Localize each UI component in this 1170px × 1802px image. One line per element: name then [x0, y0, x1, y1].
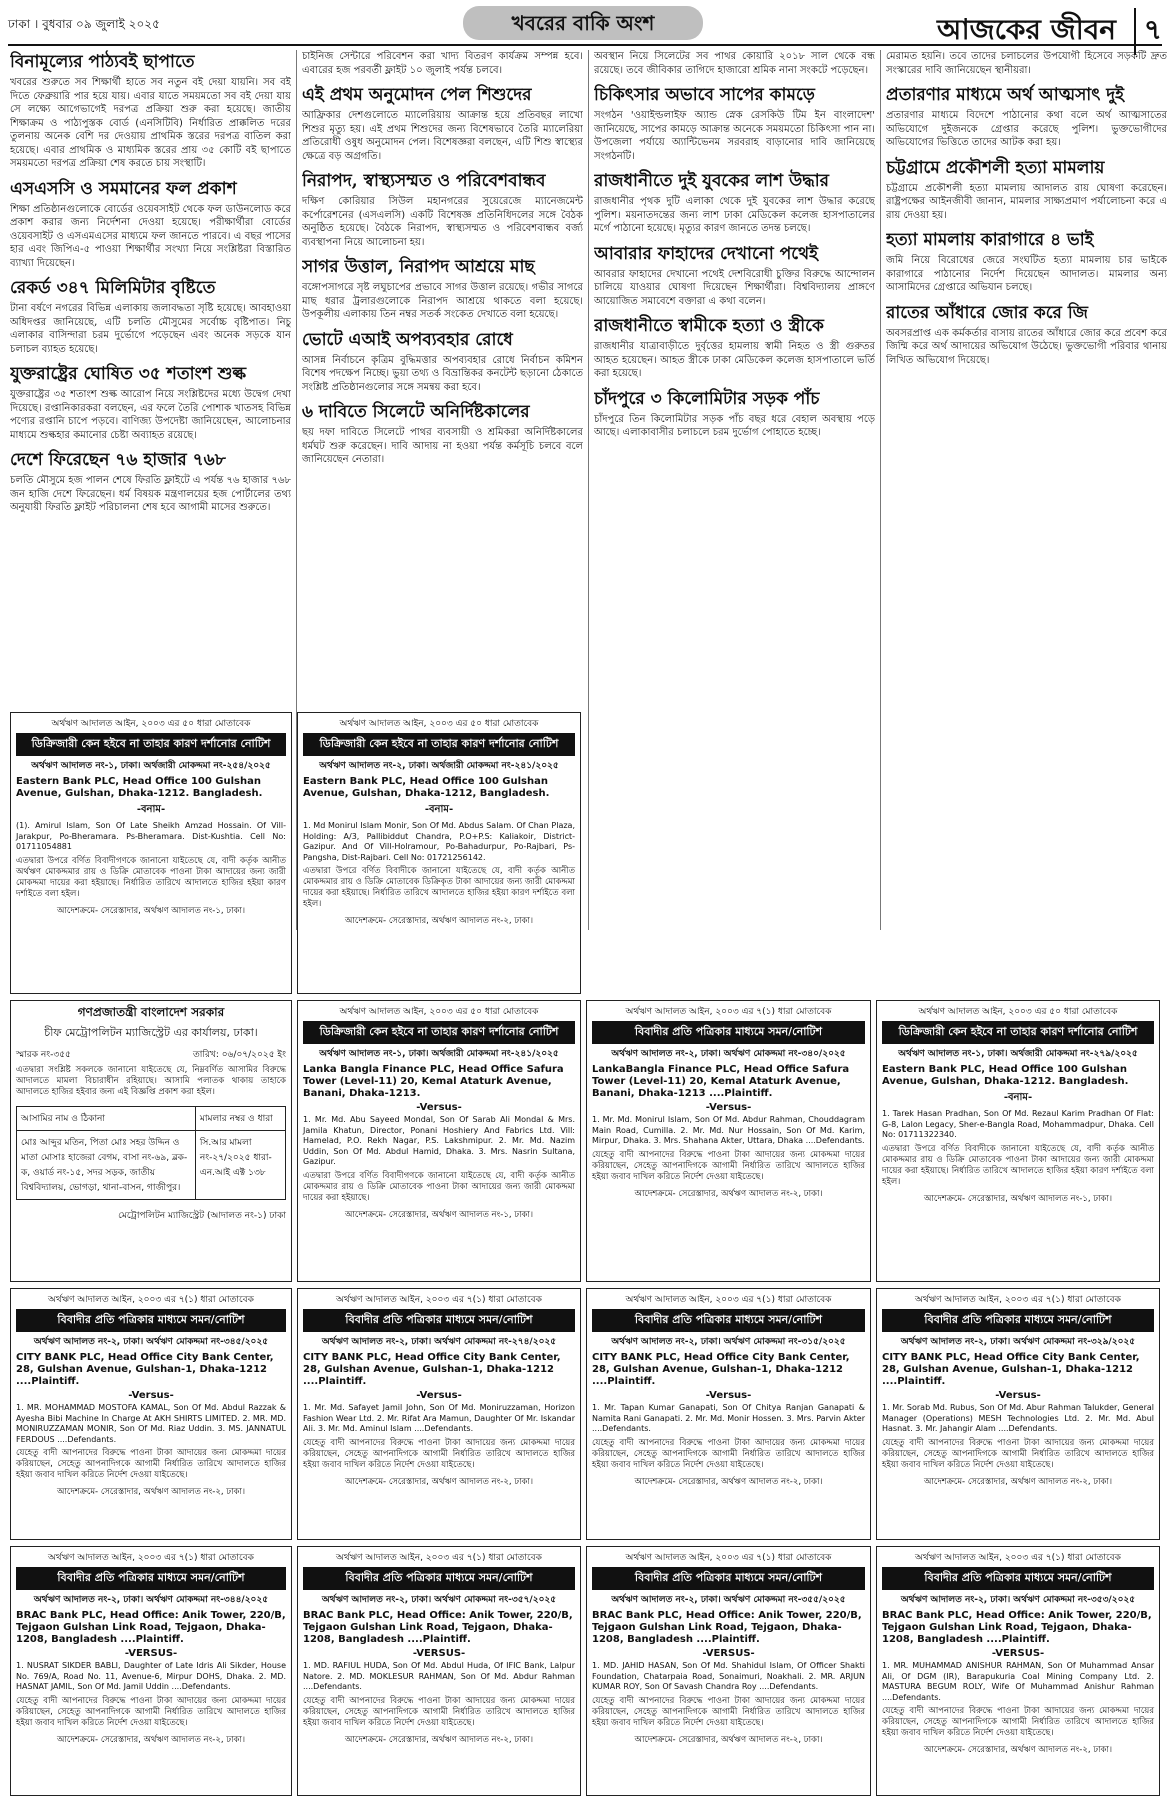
notice-defendants: 1. Tarek Hasan Pradhan, Son Of Md. Rezaul Karim Pradhan Of Flat: G-8, Lalon Legacy, Sher-e-Bangla Road, Mohammadpur, Dhaka. Cell No: 01711322340. [882, 1109, 1154, 1139]
story-headline[interactable]: রাতের আঁধারে জোর করে জি [886, 302, 1088, 323]
story-headline[interactable]: নিরাপদ, স্বাস্থ্যসম্মত ও পরিবেশবান্ধব [302, 171, 546, 191]
notice-body: যেহেতু বাদী আপনাদের বিরুদ্ধে পাওনা টাকা আদায়ের জন্য মোকদ্দমা দায়ের করিয়াছেন, সেহেতু আপনাদিগকে আগামী নির্ধারিত তারিখে আদালতে হাজির হইয়া জবাব দাখিল করিতে নির্দেশ দেওয়া যাইতেছে। [882, 1437, 1154, 1470]
notice-law: অর্থঋণ আদালত আইন, ২০০৩ এর ৭(১) ধারা মোতাবেক [915, 1295, 1121, 1305]
notice-plaintiff: Eastern Bank PLC, Head Office 100 Gulshan Avenue, Gulshan, Dhaka-1212. Bangladesh. [882, 1064, 1129, 1087]
story-headline[interactable]: দেশে ফিরেছেন ৭৬ হাজার ৭৬৮ [10, 450, 226, 470]
notice-body: যেহেতু বাদী আপনাদের বিরুদ্ধে পাওনা টাকা আদায়ের জন্য মোকদ্দমা দায়ের করিয়াছেন, সেহেতু আপনাদিগকে আগামী নির্ধারিত তারিখে আদালতে হাজির হইয়া জবাব দাখিল করিতে নির্দেশ দেওয়া যাইতেছে। [592, 1437, 865, 1470]
notice-heading: বিবাদীর প্রতি পত্রিকার মাধ্যমে সমন/নোটিশ [303, 1567, 575, 1590]
accused-table [16, 1106, 286, 1200]
notice-versus: -বনাম- [136, 804, 166, 815]
notice-law: অর্থঋণ আদালত আইন, ২০০৩ এর ৫০ ধারা মোতাবেক [51, 719, 251, 729]
gov-body: এতদ্বারা সংশ্লিষ্ট সকলকে জানানো যাইতেছে যে, নিম্নবর্ণিত আসামির বিরুদ্ধে আদালতে মামলা বিচারাধীন রহিয়াছে। আসামি পলাতক থাকায় তাহাকে আদালতে হাজির হইবার জন্য এই বিজ্ঞপ্তি প্রকাশ করা হইল। [16, 1065, 286, 1097]
table-header: মামলার নম্বর ও ধারা [195, 1107, 285, 1131]
notice-footer: আদেশক্রমে- সেরেস্তাদার, অর্থঋণ আদালত নং-২, ঢাকা। [56, 1734, 246, 1745]
story [10, 364, 291, 442]
notice-versus: -Versus- [705, 1102, 752, 1113]
notice-footer: আদেশক্রমে- সেরেস্তাদার, অর্থঋণ আদালত নং-২, ঢাকা। [344, 916, 534, 926]
notice-heading: বিবাদীর প্রতি পত্রিকার মাধ্যমে সমন/নোটিশ [16, 1567, 286, 1590]
notice-footer: আদেশক্রমে- সেরেস্তাদার, অর্থঋণ আদালত নং-১, ঢাকা। [56, 905, 246, 916]
notice-body: যেহেতু বাদী আপনাদের বিরুদ্ধে পাওনা টাকা আদায়ের জন্য মোকদ্দমা দায়ের করিয়াছেন, সেহেতু আপনাদিগকে আগামী নির্ধারিত তারিখে আদালতে হাজির হইয়া জবাব দাখিল করিতে নির্দেশ দেওয়া যাইতেছে। [882, 1706, 1154, 1738]
notice-footer: আদেশক্রমে- সেরেস্তাদার, অর্থঋণ আদালত নং-২, ঢাকা। [634, 1734, 823, 1745]
story [10, 450, 291, 515]
court-notice [876, 1288, 1160, 1540]
notice-court: অর্থঋণ আদালত নং-১, ঢাকা। অর্থজারী মোকদ্দমা নং-২৫৪/২০২৫ [31, 761, 271, 771]
gov-ref: স্মারক নং-৩৫৫ [16, 1050, 71, 1060]
notice-law: অর্থঋণ আদালত আইন, ২০০৩ এর ৫০ ধারা মোতাবেক [339, 719, 539, 729]
issue-date: ঢাকা । বুধবার ০৯ জুলাই ২০২৫ [8, 17, 160, 31]
gov-office: চীফ মেট্রোপলিটন ম্যাজিস্ট্রেট এর কার্যালয়, ঢাকা। [44, 1026, 258, 1039]
notice-versus: -VERSUS- [991, 1648, 1045, 1659]
notice-plaintiff: Lanka Bangla Finance PLC, Head Office Safura Tower (Level-11) 20, Kemal Ataturk Avenue, Banani, Dhaka-1213. [303, 1064, 564, 1099]
notice-defendants: 1. MD. RAFIUL HUDA, Son Of Md. Abdul Huda, Of IFIC Bank, Lalpur Natore. 2. MD. MOKLESUR RAHMAN, Son Of Md. Abdur Rahman ....Defendants. [303, 1661, 575, 1691]
notice-law: অর্থঋণ আদালত আইন, ২০০৩ এর ৫০ ধারা মোতাবেক [918, 1007, 1118, 1017]
notice-body: যেহেতু বাদী আপনাদের বিরুদ্ধে পাওনা টাকা আদায়ের জন্য মোকদ্দমা দায়ের করিয়াছেন, সেহেতু আপনাদিগকে আগামী নির্ধারিত তারিখে আদালতে হাজির হইয়া জবাব দাখিল করিতে নির্দেশ দেওয়া যাইতেছে। [303, 1437, 575, 1470]
notice-plaintiff: BRAC Bank PLC, Head Office: Anik Tower, 220/B, Tejgaon Gulshan Link Road, Tejgaon, Dhaka-1208, Bangladesh ....Plaintiff. [16, 1610, 286, 1645]
notice-versus: -VERSUS- [124, 1648, 178, 1659]
notice-footer: আদেশক্রমে- সেরেস্তাদার, অর্থঋণ আদালত নং-২, ঢাকা। [344, 1734, 534, 1745]
notice-footer: আদেশক্রমে- সেরেস্তাদার, অর্থঋণ আদালত নং-২, ঢাকা। [344, 1476, 534, 1487]
story-headline[interactable]: এই প্রথম অনুমোদন পেল শিশুদের [302, 85, 532, 105]
story [10, 278, 291, 356]
notice-versus: -Versus- [416, 1390, 462, 1401]
notice-footer: আদেশক্রমে- সেরেস্তাদার, অর্থঋণ আদালত নং-২, ঢাকা। [634, 1188, 823, 1199]
notice-law: অর্থঋণ আদালত আইন, ২০০৩ এর ৭(১) ধারা মোতাবেক [625, 1553, 832, 1563]
court-notice [586, 1288, 871, 1540]
column-divider [588, 50, 589, 930]
notice-footer: আদেশক্রমে- সেরেস্তাদার, অর্থঋণ আদালত নং-২, ঢাকা। [634, 1476, 823, 1487]
story-body: চাঁদপুরে তিন কিলোমিটার সড়ক পাঁচ বছর ধরে বেহাল অবস্থায় পড়ে আছে। এলাকাবাসীর চলাচলে চরম দুর্ভোগ পোহাতে হচ্ছে। [594, 413, 875, 438]
story [886, 50, 1167, 77]
notice-heading: বিবাদীর প্রতি পত্রিকার মাধ্যমে সমন/নোটিশ [592, 1309, 865, 1332]
story-body: খবরের শুরুতে সব শিক্ষার্থী হাতে সব নতুন বই দেয়া যায়নি। সব বই দিতে ফেব্রুয়ারি পার হয়ে যায়। এবার যাতে সময়মতো সব বই দেয়া যায় সে লক্ষ্যে আগেভাগেই দরপত্র প্রক্রিয়া শুরু করা হয়েছে। জাতীয় শিক্ষাক্রম ও পাঠ্যপুস্তক বোর্ড (এনসিটিবি) নির্ধারিত প্রাক্কলিত দরের তুলনায় অনেক বেশি দর দেওয়ায় প্রাথমিক স্তরের দরপত্র বাতিল করা হয়েছে। এবার প্রাথমিক ও মাধ্যমিক স্তরের প্রায় ৩৫ কোটি বই ছাপাতে সময়মতো দরপত্র প্রক্রিয়া শেষ করতে চায় সংস্থাটি। [10, 77, 291, 169]
notice-court: অর্থঋণ আদালত নং-১, ঢাকা। অর্থজারী মোকদ্দমা নং-২৪১/২০২৫ [319, 1049, 559, 1059]
story [302, 171, 583, 249]
gov-title: গণপ্রজাতন্ত্রী বাংলাদেশ সরকার [77, 1005, 225, 1019]
story-body: মেরামত হয়নি। তবে তাদের চলাচলের উপযোগী হিসেবে সড়কটি দ্রুত সংস্কারের দাবি জানিয়েছেন স্থানীয়রা। [886, 51, 1167, 76]
notice-court: অর্থঋণ আদালত নং-২, ঢাকা। অর্থঋণ মোকদ্দমা নং-৩৫৩/২০২৫ [900, 1595, 1136, 1605]
story-body: চলতি মৌসুমে হজ পালন শেষে ফিরতি ফ্লাইটে এ পর্যন্ত ৭৬ হাজার ৭৬৮ জন হাজি দেশে ফিরেছেন। ধর্ম বিষয়ক মন্ত্রণালয়ের হজ পোর্টালের তথ্য অনুযায়ী ফিরতি ফ্লাইট পরিচালনা শেষ হবে আগামী মাসের শুরুতে। [10, 475, 291, 513]
notice-footer: আদেশক্রমে- সেরেস্তাদার, অর্থঋণ আদালত নং-১, ঢাকা। [923, 1193, 1113, 1204]
notice-plaintiff: BRAC Bank PLC, Head Office: Anik Tower, 220/B, Tejgaon Gulshan Link Road, Tejgaon, Dhaka-1208, Bangladesh ....Plaintiff. [882, 1610, 1152, 1645]
notice-plaintiff: Eastern Bank PLC, Head Office 100 Gulshan Avenue, Gulshan, Dhaka-1212. Bangladesh. [16, 776, 263, 799]
story-body: চট্টগ্রামে প্রকৌশলী হত্যা মামলায় আদালত রায় ঘোষণা করেছেন। রাষ্ট্রপক্ষের আইনজীবী জানান, মামলার সাক্ষ্যপ্রমাণ পর্যালোচনা করে এ রায় দেওয়া হয়। [886, 182, 1167, 221]
notice-plaintiff: LankaBangla Finance PLC, Head Office Safura Tower (Level-11) 20, Kemal Ataturk Avenue, Banani, Dhaka-1213 ....Plaintiff. [592, 1064, 850, 1099]
notice-body: এতদ্বারা উপরে বর্ণিত বিবাদীকে জানানো যাইতেছে যে, বাদী কর্তৃক আনীত মোকদ্দমার রায় ও ডিক্রি মোতাবেক ডিক্রিকৃত টাকা আদায়ের জন্য জারী মোকদ্দমা দায়ের করা হইয়াছে। নির্ধারিত তারিখে আদালতে হাজির হইয়া কারণ দর্শাইতে বলা হইল। [303, 866, 575, 909]
story-body: চাইনিজ সেন্টারে পরিবেশন করা খাদ্য বিতরণ কার্যক্রম সম্পন্ন হবে। এবারের হজ পরবর্তী ফ্লাইট ১০ জুলাই পর্যন্ত চলবে। [302, 51, 583, 76]
notice-defendants: 1. Mr. Md. Monirul Islam, Son Of Md. Abdur Rahman, Chouddagram Main Road, Cumilla. 2. Mr. Md. Nur Hossain, Son Of Md. Karim, Mirpur, Dhaka. 3. Mrs. Shahana Akter, Uttara, Dhaka ....Defendants. [592, 1115, 865, 1145]
gov-signature: মেট্রোপলিটন ম্যাজিস্ট্রেট (আদালত নং-১) ঢাকা [118, 1211, 286, 1221]
case-details: সি.আর মামলা নং-২৭/২০২৫ ধারা-এন.আই এক্ট ১৩৮ [195, 1131, 285, 1200]
notice-versus: -বনাম- [424, 804, 454, 815]
notice-body: যেহেতু বাদী আপনাদের বিরুদ্ধে পাওনা টাকা আদায়ের জন্য মোকদ্দমা দায়ের করিয়াছেন, সেহেতু আপনাদিগকে আগামী নির্ধারিত তারিখে আদালতে হাজির হইয়া জবাব দাখিল করিতে নির্দেশ দেওয়া যাইতেছে। [592, 1149, 865, 1182]
notice-court: অর্থঋণ আদালত নং-২, ঢাকা। অর্থঋণ মোকদ্দমা নং-৩৪৫/২০২৫ [33, 1337, 269, 1347]
notice-body: এতদ্বারা উপরে বর্ণিত বিবাদীগণকে জানানো যাইতেছে যে, বাদী কর্তৃক আনীত অর্থঋণ মোকদ্দমার রায় ও ডিক্রি মোতাবেক পাওনা টাকা আদায়ের জন্য জারী মোকদ্দমা দায়ের করা হইয়াছে। নির্ধারিত তারিখে আদালতে হাজির হইয়া কারণ দর্শাইতে বলা হইল। [16, 855, 286, 899]
court-notice [297, 1000, 581, 1282]
notice-versus: -Versus- [128, 1390, 174, 1401]
notice-versus: -VERSUS- [702, 1648, 755, 1659]
court-notice [10, 1288, 292, 1540]
notice-plaintiff: CITY BANK PLC, Head Office City Bank Center, 28, Gulshan Avenue, Gulshan-1, Dhaka-1212 ....Plaintiff. [882, 1352, 1140, 1387]
government-notice [10, 1000, 292, 1282]
notice-court: অর্থঋণ আদালত নং-২, ঢাকা। অর্থঋণ মোকদ্দমা নং-৩২৯/২০২৫ [900, 1337, 1136, 1347]
notice-body: যেহেতু বাদী আপনাদের বিরুদ্ধে পাওনা টাকা আদায়ের জন্য মোকদ্দমা দায়ের করিয়াছেন, সেহেতু আপনাদিগকে আগামী নির্ধারিত তারিখে আদালতে হাজির হইয়া জবাব দাখিল করিতে নির্দেশ দেওয়া যাইতেছে। [16, 1448, 286, 1480]
notice-heading: বিবাদীর প্রতি পত্রিকার মাধ্যমে সমন/নোটিশ [592, 1021, 865, 1044]
notice-plaintiff: BRAC Bank PLC, Head Office: Anik Tower, 220/B, Tejgaon Gulshan Link Road, Tejgaon, Dhaka-1208, Bangladesh ....Plaintiff. [592, 1610, 862, 1645]
notice-defendants: 1. Mr. Tapan Kumar Ganapati, Son Of Chitya Ranjan Ganapati & Namita Rani Ganapati. 2. Mr. Md. Monir Hossen. 3. Mrs. Parvin Akter ....Defendants. [592, 1403, 865, 1433]
story [594, 85, 875, 163]
story [302, 402, 583, 467]
news-column-4 [886, 50, 1167, 930]
notice-defendants: 1. MR. MOHAMMAD MOSTOFA KAMAL, Son Of Md. Abdul Razzak & Ayesha Bibi Machine In Charge At AKH SHIRTS LIMITED. 2. MR. MD. MONIRUZZAMAN MONIR, Son Of Md. Riaz Uddin. 3. MS. JANNATUL FERDOUS ....Defendants. [16, 1403, 286, 1444]
story-headline[interactable]: বিনামূল্যের পাঠ্যবই ছাপাতে [10, 52, 195, 72]
story [594, 171, 875, 236]
story-body: ছয় দফা দাবিতে সিলেটে পাথর ব্যবসায়ী ও শ্রমিকরা অনির্দিষ্টকালের ধর্মঘট শুরু করেছেন। দাবি আদায় না হওয়া পর্যন্ত কর্মসূচি চলবে বলে জানিয়েছেন নেতারা। [302, 427, 583, 465]
notice-heading: ডিক্রিজারী কেন হইবে না তাহার কারণ দর্শানোর নোটিশ [303, 733, 575, 756]
notice-law: অর্থঋণ আদালত আইন, ২০০৩ এর ৭(১) ধারা মোতাবেক [625, 1007, 832, 1017]
page-number: ৭ [1134, 8, 1162, 55]
court-notice [876, 1546, 1160, 1796]
notice-heading: বিবাদীর প্রতি পত্রিকার মাধ্যমে সমন/নোটিশ [303, 1309, 575, 1332]
court-notice [10, 1546, 292, 1796]
story-body: আসন্ন নির্বাচনে কৃত্রিম বুদ্ধিমত্তার অপব্যবহার রোধে নির্বাচন কমিশন বিশেষ পদক্ষেপ নিচ্ছে। ভুয়া তথ্য ও বিভ্রান্তিকর কনটেন্ট ছড়ানো ঠেকাতে সংশ্লিষ্ট প্রতিষ্ঠানগুলোর সঙ্গে সমন্বয় করা হবে। [302, 354, 583, 393]
story-body: যুক্তরাষ্ট্রের ৩৫ শতাংশ শুল্ক আরোপ নিয়ে সংশ্লিষ্টদের মধ্যে উদ্বেগ দেখা দিয়েছে। রপ্তানিকারকরা বলছেন, এর ফলে তৈরি পোশাক খাতসহ বিভিন্ন পণ্যের রপ্তানি চাপে পড়বে। বাণিজ্য উপদেষ্টা জানিয়েছেন, আলোচনার মাধ্যমে শুল্কহার কমানোর চেষ্টা অব্যাহত রয়েছে। [10, 389, 291, 441]
notice-body: যেহেতু বাদী আপনাদের বিরুদ্ধে পাওনা টাকা আদায়ের জন্য মোকদ্দমা দায়ের করিয়াছেন, সেহেতু আপনাদিগকে আগামী নির্ধারিত তারিখে আদালতে হাজির হইয়া জবাব দাখিল করিতে নির্দেশ দেওয়া যাইতেছে। [16, 1695, 286, 1728]
section-banner: খবরের বাকি অংশ [463, 6, 703, 40]
notice-court: অর্থঋণ আদালত নং-২, ঢাকা। অর্থঋণ মোকদ্দমা নং-২৭৪/২০২৫ [321, 1337, 557, 1347]
notice-court: অর্থঋণ আদালত নং-২, ঢাকা। অর্থঋণ মোকদ্দমা নং-৩৪০/২০২৫ [611, 1049, 846, 1059]
column-divider [880, 50, 881, 930]
notice-heading: ডিক্রিজারী কেন হইবে না তাহার কারণ দর্শানোর নোটিশ [303, 1021, 575, 1044]
notice-body: এতদ্বারা উপরে বর্ণিত বিবাদীকে জানানো যাইতেছে যে, বাদী কর্তৃক আনীত মোকদ্দমার রায় ও ডিক্রি মোতাবেক পাওনা টাকা আদায়ের জন্য জারী মোকদ্দমা দায়ের করা হইয়াছে। নির্ধারিত তারিখে আদালতে হাজির হইয়া কারণ দর্শাইতে বলা হইল। [882, 1143, 1154, 1187]
notice-law: অর্থঋণ আদালত আইন, ২০০৩ এর ৭(১) ধারা মোতাবেক [625, 1295, 832, 1305]
notice-plaintiff: CITY BANK PLC, Head Office City Bank Center, 28, Gulshan Avenue, Gulshan-1, Dhaka-1212 ....Plaintiff. [592, 1352, 850, 1387]
story-headline[interactable]: রাজধানীতে স্বামীকে হত্যা ও স্ত্রীকে [594, 316, 824, 336]
notice-body: যেহেতু বাদী আপনাদের বিরুদ্ধে পাওনা টাকা আদায়ের জন্য মোকদ্দমা দায়ের করিয়াছেন, সেহেতু আপনাদিগকে আগামী নির্ধারিত তারিখে আদালতে হাজির হইয়া জবাব দাখিল করিতে নির্দেশ দেওয়া যাইতেছে। [303, 1695, 575, 1728]
story [302, 50, 583, 77]
story-headline[interactable]: হত্যা মামলায় কারাগারে ৪ ভাই [886, 230, 1094, 250]
notice-plaintiff: CITY BANK PLC, Head Office City Bank Center, 28, Gulshan Avenue, Gulshan-1, Dhaka-1212 ....Plaintiff. [16, 1352, 274, 1387]
notice-defendants: 1. MR. MUHAMMAD ANISHUR RAHMAN, Son Of Muhammad Ansar Ali, Of DGM (IR), Barapukuria Coal Mining Company Ltd. 2. MASTURA BEGUM ROLY, Wife Of Muhammad Anishur Rahman ....Defendants. [882, 1661, 1154, 1702]
notice-law: অর্থঋণ আদালত আইন, ২০০৩ এর ৫০ ধারা মোতাবেক [339, 1007, 539, 1017]
story-headline[interactable]: চট্টগ্রামে প্রকৌশলী হত্যা মামলায় [886, 157, 1105, 178]
notice-defendants: 1. Mr. Md. Safayet Jamil John, Son Of Md. Moniruzzaman, Horizon Fashion Wear Ltd. 2. Mr. Rifat Ara Mamun, Daughter Of Mr. Iskandar Ali. 3. Mr. Md. Aminul Islam ....Defendants. [303, 1403, 575, 1433]
notice-defendants: 1. Md Monirul Islam Monir, Son Of Md. Abdus Salam. Of Chan Plaza, Holding: A/3, Pallibiddut Chandra, P.O+P.S: Kaliakoir, District-Gazipur. And Of Vill-Holramour, Po-Bahadurpur, Po-Rajbari, Ps-Pangsha, Dist-Rajbari. Cell No: 01721256142. [303, 821, 575, 862]
notice-court: অর্থঋণ আদালত নং-২, ঢাকা। অর্থঋণ মোকদ্দমা নং-৩৪৪/২০২৫ [33, 1595, 269, 1605]
masthead [8, 6, 1162, 46]
court-notice [297, 712, 581, 994]
story-headline[interactable]: সাগর উত্তাল, নিরাপদ আশ্রয়ে মাছ [302, 257, 535, 277]
notice-heading: ডিক্রিজারী কেন হইবে না তাহার কারণ দর্শানোর নোটিশ [882, 1021, 1154, 1044]
notice-defendants: 1. NUSRAT SIKDER BABLI, Daughter of Late Idris Ali Sikder, House No. 769/A, Road No. 11, Avenue-6, Mirpur DOHS, Dhaka. 2. MD. HASNAT JAMIL, Son Of Md. Jamil Uddin ....Defendants. [16, 1661, 286, 1691]
story-headline[interactable]: যুক্তরাষ্ট্রের ঘোষিত ৩৫ শতাংশ শুল্ক [10, 364, 247, 384]
court-notice [586, 1546, 871, 1796]
story [886, 85, 1167, 150]
notice-court: অর্থঋণ আদালত নং-২, ঢাকা। অর্থঋণ মোকদ্দমা নং-৩১৫/২০২৫ [611, 1337, 846, 1347]
news-column-3 [594, 50, 875, 930]
notice-versus: -বনাম- [1003, 1092, 1033, 1103]
story-headline[interactable]: চাঁদপুরে ৩ কিলোমিটার সড়ক পাঁচ [594, 388, 820, 409]
notice-defendants: 1. Mr. Sorab Md. Rubus, Son Of Md. Abur Rahman Talukder, General Manager (Operations) MESH Technologies Ltd. 2. Mr. Md. Abul Hasnat. 3. Mr. Jahangir Alam ....Defendants. [882, 1403, 1154, 1433]
accused-details: মোঃ আব্দুর মতিন, পিতা মোঃ সহর উদ্দিন ও মাতা মোসাঃ হাজেরা বেগম, বাসা নং-৬৯, ব্লক-ক, ওয়ার্ড নং-১৫, সদর সড়ক, জাতীয় বিশ্ববিদ্যালয়, ভোগড়া, থানা-বাসন, গাজীপুর। [17, 1131, 196, 1200]
notice-plaintiff: Eastern Bank PLC, Head Office 100 Gulshan Avenue, Gulshan, Dhaka-1212, Bangladesh. [303, 776, 550, 799]
story [886, 158, 1167, 223]
story [10, 179, 291, 271]
newspaper-logo: আজকের জীবন [936, 13, 1116, 46]
story [594, 50, 875, 77]
story-body: রাজধানীর পৃথক দুটি এলাকা থেকে দুই যুবকের লাশ উদ্ধার করেছে পুলিশ। ময়নাতদন্তের জন্য লাশ ঢাকা মেডিকেল কলেজ হাসপাতালের মর্গে পাঠানো হয়েছে। মৃত্যুর কারণ জানতে তদন্ত চলছে। [594, 196, 875, 234]
story-headline[interactable]: রাজধানীতে দুই যুবকের লাশ উদ্ধার [594, 171, 829, 191]
notice-footer: আদেশক্রমে- সেরেস্তাদার, অর্থঋণ আদালত নং-১, ঢাকা। [344, 1209, 534, 1220]
story-body: টানা বর্ষণে নগরের বিভিন্ন এলাকায় জলাবদ্ধতা সৃষ্টি হয়েছে। আবহাওয়া অধিদপ্তর জানিয়েছে, এটি চলতি মৌসুমের সর্বোচ্চ বৃষ্টিপাত। নিচু এলাকার বাসিন্দারা চরম দুর্ভোগে পড়েছেন এবং অনেক সড়কে যান চলাচল ব্যাহত হয়েছে। [10, 303, 291, 355]
story [302, 257, 583, 322]
notice-body: এতদ্বারা উপরে বর্ণিত বিবাদীগণকে জানানো যাইতেছে যে, বাদী কর্তৃক আনীত মোকদ্দমার রায় ও ডিক্রি মোতাবেক পাওনা টাকা আদায়ের জন্য জারী মোকদ্দমা দায়ের করা হইয়াছে। [303, 1170, 575, 1203]
notice-defendants: 1. Mr. Md. Abu Sayeed Mondal, Son Of Sarab Ali Mondal & Mrs. Jamila Khatun, Director, Ponani Hoshiery And Fabrics Ltd. Vill: Hamelad, P.O. Rekh Nagar, P.S. Lakshmipur. 2. Mr. Md. Nazim Uddin, Son Of Md. Abdul Hamid, Dhaka. 3. Mrs. Nasrin Sultana, Gazipur. [303, 1115, 575, 1166]
story-body: প্রতারণার মাধ্যমে বিদেশে পাঠানোর কথা বলে অর্থ আত্মসাতের অভিযোগে দুইজনকে গ্রেপ্তার করেছে পুলিশ। ভুক্তভোগীদের অভিযোগের ভিত্তিতে তাদের আটক করা হয়। [886, 110, 1167, 148]
notice-court: অর্থঋণ আদালত নং-২, ঢাকা। অর্থঋণ মোকদ্দমা নং-৩৫৭/২০২৫ [321, 1595, 557, 1605]
story-body: দক্ষিণ কোরিয়ার সিউল মহানগরের সুয়েরেজে ম্যানেজমেন্ট কর্পোরেশনের (এসএলসি) একটি বিশেষজ্ঞ প্রতিনিধিদলের সঙ্গে বৈঠক অনুষ্ঠিত হয়েছে। বৈঠকে নিরাপদ, স্বাস্থ্যসম্মত ও পরিবেশবান্ধব বর্জ্য ব্যবস্থাপনা নিয়ে আলোচনা হয়। [302, 196, 583, 248]
gov-date: তারিখ: ০৬/০৭/২০২৫ ইং [193, 1050, 286, 1060]
court-notice [297, 1546, 581, 1796]
story-headline[interactable]: রেকর্ড ৩৪৭ মিলিমিটার বৃষ্টিতে [10, 278, 216, 298]
notice-court: অর্থঋণ আদালত নং-১, ঢাকা। অর্থজারী মোকদ্দমা নং-২৭৯/২০২৫ [898, 1049, 1138, 1059]
notice-court: অর্থঋণ আদালত নং-২, ঢাকা। অর্থঋণ মোকদ্দমা নং-৩৫৫/২০২৫ [611, 1595, 846, 1605]
court-notice [10, 712, 292, 994]
story-body: রাজধানীর যাত্রাবাড়ীতে দুর্বৃত্তের হামলায় স্বামী নিহত ও স্ত্রী গুরুতর আহত হয়েছেন। আহত স্ত্রীকে ঢাকা মেডিকেল কলেজ হাসপাতালে ভর্তি করা হয়েছে। [594, 341, 875, 379]
notice-plaintiff: CITY BANK PLC, Head Office City Bank Center, 28, Gulshan Avenue, Gulshan-1, Dhaka-1212 ....Plaintiff. [303, 1352, 561, 1387]
notice-heading: ডিক্রিজারী কেন হইবে না তাহার কারণ দর্শানোর নোটিশ [16, 733, 286, 756]
story-headline[interactable]: ভোটে এআই অপব্যবহার রোধে [302, 329, 513, 350]
story-headline[interactable]: ৬ দাবিতে সিলেটে অনির্দিষ্টকালের [302, 402, 530, 422]
story-headline[interactable]: এসএসসি ও সমমানের ফল প্রকাশ [10, 178, 237, 199]
story-body: সংগঠন 'ওয়াইল্ডলাইফ অ্যান্ড স্নেক রেসকিউ টিম ইন বাংলাদেশ' জানিয়েছে, সাপের কামড়ে আক্রান্ত অনেকে সময়মতো চিকিৎসা পান না। উপজেলা পর্যায়ে অ্যান্টিভেনম সরবরাহ বাড়ানোর দাবি জানিয়েছে সংগঠনটি। [594, 110, 875, 162]
notice-plaintiff: BRAC Bank PLC, Head Office: Anik Tower, 220/B, Tejgaon Gulshan Link Road, Tejgaon, Dhaka-1208, Bangladesh ....Plaintiff. [303, 1610, 573, 1645]
story [302, 330, 583, 395]
notice-versus: -Versus- [995, 1390, 1041, 1401]
story [594, 389, 875, 440]
story [10, 52, 291, 171]
notice-footer: আদেশক্রমে- সেরেস্তাদার, অর্থঋণ আদালত নং-২, ঢাকা। [923, 1476, 1113, 1487]
notice-footer: আদেশক্রমে- সেরেস্তাদার, অর্থঋণ আদালত নং-২, ঢাকা। [56, 1487, 246, 1497]
notice-heading: বিবাদীর প্রতি পত্রিকার মাধ্যমে সমন/নোটিশ [882, 1567, 1154, 1590]
notice-heading: বিবাদীর প্রতি পত্রিকার মাধ্যমে সমন/নোটিশ [16, 1309, 286, 1332]
story [302, 85, 583, 163]
court-notice [876, 1000, 1160, 1282]
notice-versus: -VERSUS- [412, 1648, 466, 1659]
story-headline[interactable]: আবারার ফাহাদের দেখানো পথেই [594, 243, 818, 264]
notice-law: অর্থঋণ আদালত আইন, ২০০৩ এর ৭(১) ধারা মোতাবেক [915, 1553, 1121, 1563]
notice-versus: -Versus- [705, 1390, 752, 1401]
notice-footer: আদেশক্রমে- সেরেস্তাদার, অর্থঋণ আদালত নং-২, ঢাকা। [923, 1745, 1113, 1755]
court-notice [297, 1288, 581, 1540]
notice-versus: -Versus- [416, 1102, 462, 1113]
story-headline[interactable]: প্রতারণার মাধ্যমে অর্থ আত্মসাৎ দুই [886, 85, 1125, 105]
story [594, 244, 875, 309]
notice-law: অর্থঋণ আদালত আইন, ২০০৩ এর ৭(১) ধারা মোতাবেক [336, 1295, 542, 1305]
story [886, 303, 1167, 368]
story [594, 316, 875, 381]
notice-law: অর্থঋণ আদালত আইন, ২০০৩ এর ৭(১) ধারা মোতাবেক [48, 1295, 254, 1305]
table-header: আসামির নাম ও ঠিকানা [17, 1107, 196, 1131]
story [886, 230, 1167, 295]
court-notice [586, 1000, 871, 1282]
notice-heading: বিবাদীর প্রতি পত্রিকার মাধ্যমে সমন/নোটিশ [592, 1567, 865, 1590]
story-body: বঙ্গোপসাগরে সৃষ্ট লঘুচাপের প্রভাবে সাগর উত্তাল রয়েছে। গভীর সাগরে মাছ ধরার ট্রলারগুলোকে নিরাপদ আশ্রয়ে থাকতে বলা হয়েছে। উপকূলীয় এলাকায় তিন নম্বর সতর্ক সংকেত দেখাতে বলা হয়েছে। [302, 282, 583, 320]
story-body: অবস্থান নিয়ে সিলেটের সব পাথর কোয়ারি ২০১৮ সাল থেকে বন্ধ রয়েছে। তবে জীবিকার তাগিদে হাজারো শ্রমিক নানা সংকটে পড়েছেন। [594, 51, 875, 76]
story-headline[interactable]: চিকিৎসার অভাবে সাপের কামড়ে [594, 85, 815, 105]
notice-court: অর্থঋণ আদালত নং-২, ঢাকা। অর্থজারী মোকদ্দমা নং-২৪১/২০২৫ [319, 761, 559, 771]
notice-law: অর্থঋণ আদালত আইন, ২০০৩ এর ৭(১) ধারা মোতাবেক [48, 1553, 254, 1563]
notice-defendants: 1. MD. JAHID HASAN, Son Of Md. Shahidul Islam, Of Officer Shakti Foundation, Chatarpaia Road, Sonaimuri, Noakhali. 2. MR. ARJUN KUMAR ROY, Son Of Savash Chandra Roy ....Defendants. [592, 1661, 865, 1691]
story-body: শিক্ষা প্রতিষ্ঠানগুলোকে বোর্ডের ওয়েবসাইট থেকে ফল ডাউনলোড করে প্রকাশ করার জন্য নির্দেশনা দেওয়া হয়েছে। পরীক্ষার্থীরা বোর্ডের ওয়েবসাইট ও এসএমএসের মাধ্যমে ফল জানতে পারবে। এ বছর পাসের হার এবং জিপিএ-৫ পাওয়া শিক্ষার্থীর সংখ্যা নিয়ে সংশ্লিষ্টরা বিস্তারিত ব্যাখ্যা দিয়েছেন। [10, 203, 291, 269]
story-body: আফ্রিকার দেশগুলোতে ম্যালেরিয়ায় আক্রান্ত হয়ে প্রতিবছর লাখো শিশুর মৃত্যু হয়। এই প্রথম শিশুদের জন্য বিশেষভাবে তৈরি ম্যালেরিয়া প্রতিরোধী ওষুধ অনুমোদন পেল। বিশেষজ্ঞরা বলছেন, এটি শিশু স্বাস্থ্যের ক্ষেত্রে বড় অগ্রগতি। [302, 110, 583, 162]
notice-law: অর্থঋণ আদালত আইন, ২০০৩ এর ৭(১) ধারা মোতাবেক [336, 1553, 542, 1563]
notice-defendants: (1). Amirul Islam, Son Of Late Sheikh Amzad Hossain. Of Vill-Jarakpur, Po-Bheramara. Ps-Bheramara. Dist-Kushtia. Cell No: 01711054881 [16, 821, 286, 851]
story-body: অবসরপ্রাপ্ত এক কর্মকর্তার বাসায় রাতের আঁধারে জোর করে প্রবেশ করে জিম্মি করে অর্থ আদায়ের অভিযোগ উঠেছে। ভুক্তভোগী পরিবার থানায় লিখিত অভিযোগ দিয়েছে। [886, 327, 1167, 366]
notice-body: যেহেতু বাদী আপনাদের বিরুদ্ধে পাওনা টাকা আদায়ের জন্য মোকদ্দমা দায়ের করিয়াছেন, সেহেতু আপনাদিগকে আগামী নির্ধারিত তারিখে আদালতে হাজির হইয়া জবাব দাখিল করিতে নির্দেশ দেওয়া যাইতেছে। [592, 1695, 865, 1728]
story-body: জমি নিয়ে বিরোধের জেরে সংঘটিত হত্যা মামলায় চার ভাইকে কারাগারে পাঠানোর নির্দেশ দিয়েছেন আদালত। মামলার অন্য আসামিদের গ্রেপ্তারে অভিযান চলছে। [886, 255, 1167, 293]
story-body: আবরার ফাহাদের দেখানো পথেই দেশবিরোধী চুক্তির বিরুদ্ধে আন্দোলন চালিয়ে যাওয়ার ঘোষণা দিয়েছেন শিক্ষার্থীরা। বিশ্ববিদ্যালয় প্রাঙ্গণে আয়োজিত সমাবেশে বক্তারা এ কথা বলেন। [594, 268, 875, 307]
notice-heading: বিবাদীর প্রতি পত্রিকার মাধ্যমে সমন/নোটিশ [882, 1309, 1154, 1332]
